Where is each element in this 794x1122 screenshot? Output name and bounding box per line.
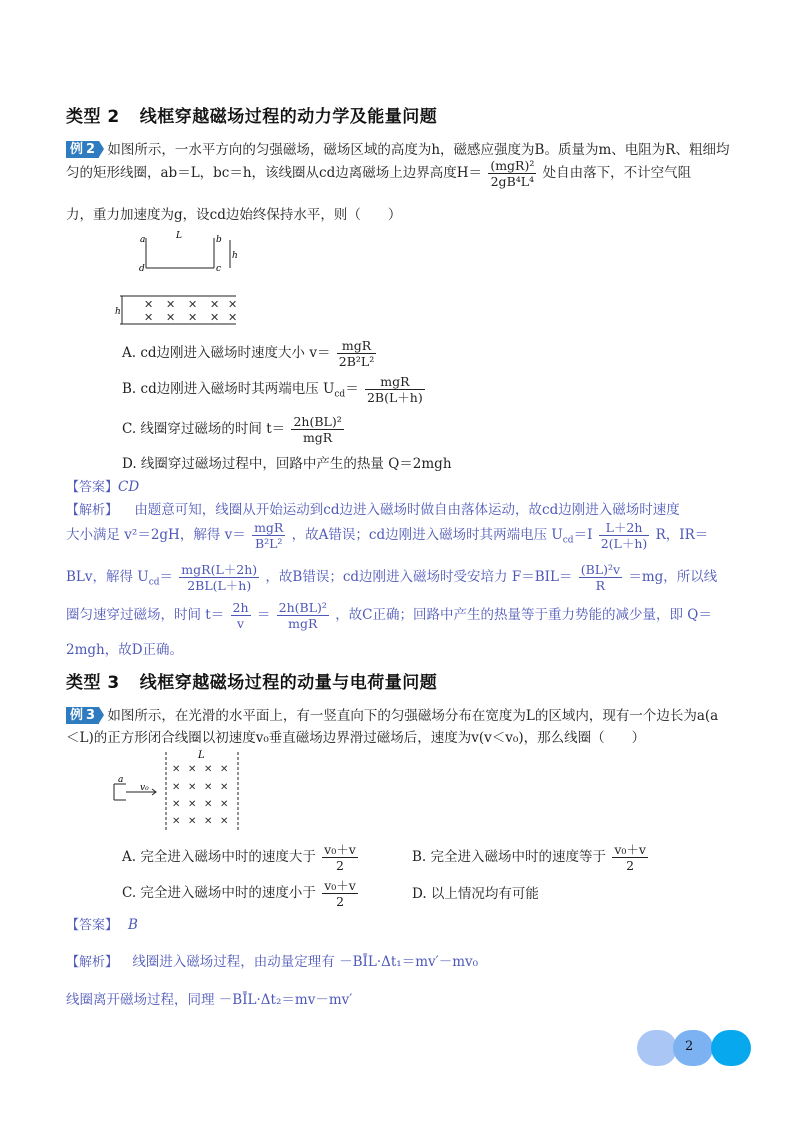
analysis-line-2: 线圈离开磁场过程，同理 －BĪL·Δt₂＝mv－mv′: [66, 992, 353, 1008]
svg-text:✕: ✕: [188, 764, 197, 775]
section-label: 类型 3: [66, 673, 120, 693]
svg-text:✕: ✕: [204, 764, 213, 775]
field-crosses: [144, 298, 237, 324]
option-d[interactable]: D. 以上情况均有可能: [412, 886, 539, 902]
question-text: 如图所示，一水平方向的匀强磁场，磁场区域的高度为h，磁感应强度为B。质量为m、电阻为R、粗细均: [107, 142, 730, 158]
question-text: 如图所示，在光滑的水平面上，有一竖直向下的匀强磁场分布在宽度为L的区域内，现有一个边长为a(a: [107, 708, 719, 724]
example-badge: 例 3: [66, 707, 99, 724]
svg-text:✕: ✕: [220, 799, 229, 810]
section-label: 类型 2: [66, 107, 120, 127]
label-h: h: [232, 251, 238, 261]
example-2-line-2: [66, 158, 691, 189]
svg-text:✕: ✕: [172, 816, 181, 827]
svg-text:✕: ✕: [166, 311, 176, 324]
svg-text:✕: ✕: [204, 816, 213, 827]
section-heading: [66, 102, 437, 127]
fraction: $\frac{\text{(mgR)²}}{\text{2gB⁴L⁴}}$: [490, 158, 535, 189]
example-2-line-1: [66, 138, 729, 158]
question-text: 处自由落下，不计空气阻: [542, 165, 692, 181]
page-number-badge: [637, 1030, 751, 1066]
option-c[interactable]: C. 线圈穿过磁场的时间 t＝ $\frac{\text{2h(BL)²}}{\text{mgR}}$: [122, 414, 342, 445]
svg-text:✕: ✕: [210, 311, 220, 324]
section-heading: [66, 668, 437, 693]
option-c[interactable]: C. 完全进入磁场中时的速度小于 $\frac{\text{v₀＋v}}{2}$: [122, 878, 356, 909]
svg-text:✕: ✕: [220, 816, 229, 827]
svg-text:✕: ✕: [144, 311, 154, 324]
question-text: 匀的矩形线圈，ab＝L，bc＝h，该线圈从cd边离磁场上边界高度H＝: [66, 165, 483, 181]
section-title: 线框穿越磁场过程的动量与电荷量问题: [139, 673, 438, 693]
svg-text:✕: ✕: [188, 816, 197, 827]
option-b[interactable]: B. cd边刚进入磁场时其两端电压 $U_{cd}=$ $\frac{\text{mgR}}{2B(L+h)}$: [122, 374, 423, 405]
analysis-line-5: 2mgh，故D正确。: [66, 642, 184, 658]
label-a: a: [140, 235, 146, 245]
option-d[interactable]: D. 线圈穿过磁场过程中，回路中产生的热量 Q＝2mgh: [122, 456, 452, 472]
question-text: 力，重力加速度为g，设cd边始终保持水平，则（ ）: [66, 207, 402, 223]
label-c: c: [216, 264, 222, 274]
svg-text:✕: ✕: [188, 298, 198, 311]
example-3-line-2: [66, 726, 645, 746]
svg-text:✕: ✕: [220, 782, 229, 793]
analysis-line-4: 圈匀速穿过磁场，时间 t＝ $\frac{2h}{v}$ ＝ $\frac{\text{2h(BL)²}}{\text{mgR}}$ ，故C正确；回路中产生的热量等于重力势能的减少量，即 Q＝: [66, 600, 712, 631]
section-title: 线框穿越磁场过程的动力学及能量问题: [139, 107, 438, 127]
label-v0: v₀: [140, 783, 149, 793]
label-b: b: [216, 235, 222, 245]
page-number: 2: [685, 1039, 694, 1054]
answer: 【答案】CD: [66, 479, 140, 495]
svg-text:✕: ✕: [172, 799, 181, 810]
example-badge: 例 2: [66, 141, 99, 158]
label-h: h: [115, 307, 121, 317]
svg-text:✕: ✕: [166, 298, 176, 311]
svg-text:✕: ✕: [188, 799, 197, 810]
label-L: L: [176, 231, 182, 241]
svg-text:✕: ✕: [188, 782, 197, 793]
label-d: d: [139, 264, 145, 274]
example-2-line-3: [66, 203, 401, 223]
coil-figure: [110, 228, 250, 328]
example-3-line-1: [66, 704, 718, 724]
analysis-line-3: BLv，解得 $U_{cd}=$ $\frac{\text{mgR(L＋2h)}}{2BL(L+h)}$ ，故B错误；cd边刚进入磁场时受安培力 F＝BIL＝ $\frac{\text{(BL)²v}}{R}$ ＝mg，所以线: [66, 562, 718, 593]
svg-text:✕: ✕: [172, 764, 181, 775]
svg-text:✕: ✕: [172, 782, 181, 793]
svg-text:✕: ✕: [228, 298, 238, 311]
svg-text:✕: ✕: [204, 799, 213, 810]
svg-text:✕: ✕: [210, 298, 220, 311]
svg-text:✕: ✕: [204, 782, 213, 793]
svg-text:✕: ✕: [228, 311, 238, 324]
svg-text:✕: ✕: [188, 311, 198, 324]
option-b[interactable]: B. 完全进入磁场中时的速度等于 $\frac{\text{v₀＋v}}{2}$: [412, 842, 646, 873]
svg-text:✕: ✕: [220, 764, 229, 775]
option-a[interactable]: A. 完全进入磁场中时的速度大于 $\frac{\text{v₀＋v}}{2}$: [122, 842, 356, 873]
analysis-line-2: 大小满足 v²＝2gH，解得 v＝ $\frac{\text{mgR}}{\text{B²L²}}$ ，故A错误；cd边刚进入磁场时其两端电压 $U_{cd}=I$ $\frac{L+2h}{2(L+h)}$ R，IR＝: [66, 520, 709, 551]
label-L: L: [198, 750, 205, 761]
analysis-line-1: 【解析】 线圈进入磁场过程，由动量定理有 －BĪL·Δt₁＝mv′－mv₀: [66, 954, 479, 970]
svg-text:✕: ✕: [144, 298, 154, 311]
field-crosses: [172, 764, 228, 827]
question-text: ＜L)的正方形闭合线圈以初速度v₀垂直磁场边界滑过磁场后，速度为v(v＜v₀)，那么线圈（ ）: [66, 730, 646, 746]
option-a[interactable]: A. cd边刚进入磁场时速度大小 v＝ $\frac{\text{mgR}}{\text{2B²L²}}$: [122, 338, 375, 369]
answer: 【答案】 B: [66, 917, 138, 933]
label-a: a: [118, 775, 124, 785]
analysis-line-1: 【解析】 由题意可知，线圈从开始运动到cd边进入磁场时做自由落体运动，故cd边刚进入磁场时速度: [66, 502, 680, 518]
field-figure: [110, 748, 260, 834]
